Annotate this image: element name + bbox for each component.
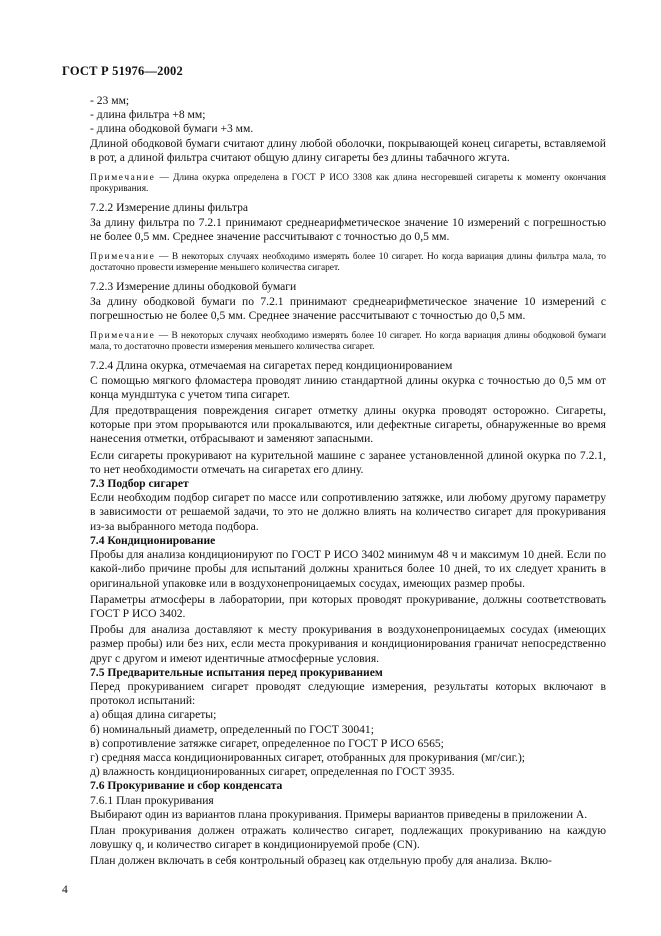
paragraph: За длину ободковой бумаги по 7.2.1 принимают среднеарифметическое значение 10 измерений с погрешностью не более 0,5 мм. Среднее значение рассчитывают с точностью до 0,5 мм. [90, 294, 606, 322]
paragraph: Пробы для анализа кондиционируют по ГОСТ Р ИСО 3402 минимум 48 ч и максимум 10 дней. Если по какой-либо причине пробы для испытаний должны храниться более 10 дней, то их следует хранить в оригинальной упаковке или в воздухонепроницаемых сосудах, имеющих размер пробы. [90, 548, 606, 590]
note-text: — В некоторых случаях необходимо измерять более 10 сигарет. Но когда вариация длины фильтра мала, то достаточно провести измерение меньшего количества сигарет. [90, 252, 606, 274]
document-body [90, 94, 606, 869]
paragraph: Перед прокуриванием сигарет проводят следующие измерения, результаты которых включают в протокол испытаний: [90, 679, 606, 708]
note-label: Примечание [90, 331, 156, 342]
paragraph: С помощью мягкого фломастера проводят линию стандартной длины окурка с точностью до 0,5 мм от конца мундштука с учетом типа сигарет. [90, 373, 606, 401]
note [90, 173, 606, 195]
note [90, 331, 606, 353]
list-item: в) сопротивление затяжке сигарет, определенное по ГОСТ Р ИСО 6565; [90, 736, 444, 750]
list-item: - 23 мм; [90, 94, 130, 107]
section-heading-7-6: 7.6 Прокуривание и сбор конденсата [90, 779, 283, 793]
length-list [90, 94, 606, 137]
paragraph: Длиной ободковой бумаги считают длину любой оболочки, покрывающей конец сигареты, вставляемой в рот, а длиной фильтра считают общую длину сигареты без длины табачного жгута. [90, 136, 606, 164]
paragraph: Если необходим подбор сигарет по массе или сопротивлению затяжке, или любому другому параметру в зависимости от решаемой задачи, то это не должно влиять на количество сигарет для прокуривания из-за выбранного метода подбора. [90, 491, 606, 533]
document-header: ГОСТ Р 51976—2002 [62, 64, 183, 78]
paragraph: За длину фильтра по 7.2.1 принимают среднеарифметическое значение 10 измерений с погрешностью не более 0,5 мм. Среднее значение рассчитывают с точностью до 0,5 мм. [90, 215, 606, 243]
note [90, 252, 606, 274]
paragraph: Пробы для анализа доставляют к месту прокуривания в воздухонепроницаемых сосудах (имеющих размер пробы) или без них, если места прокуривания и кондиционирования граничат непосредственно друг с другом и имеют идентичные атмосферные условия. [90, 623, 606, 665]
paragraph: Для предотвращения повреждения сигарет отметку длины окурка проводят осторожно. Сигареты, которые при этом прорываются или прокалываются, или дефектные сигареты, обнаруженные во время нанесения отметки, отбрасывают и заменяют запасными. [90, 404, 606, 446]
paragraph: Если сигареты прокуривают на курительной машине с заранее установленной длиной окурка по 7.2.1, то нет необходимости отмечать на сигаретах его длину. [90, 448, 606, 476]
note-label: Примечание [90, 252, 156, 263]
section-heading-7-5: 7.5 Предварительные испытания перед прокуриванием [90, 665, 383, 679]
section-heading-7-4: 7.4 Кондиционирование [90, 533, 216, 547]
list-item: а) общая длина сигареты; [90, 708, 217, 722]
page-number: 4 [62, 883, 68, 896]
note-text: — В некоторых случаях необходимо измерять более 10 сигарет. Но когда вариация длины ободковой бумаги мала, то достаточно провести измерения меньшего количества сигарет. [90, 331, 606, 353]
section-heading-7-6-1: 7.6.1 План прокуривания [90, 793, 214, 807]
list-item: б) номинальный диаметр, определенный по ГОСТ 30041; [90, 722, 374, 736]
paragraph: План должен включать в себя контрольный образец как отдельную пробу для анализа. Вклю- [90, 854, 552, 868]
note-text: — Длина окурка определена в ГОСТ Р ИСО 3308 как длина несгоревшей сигареты к моменту окончания прокуривания. [90, 173, 606, 195]
list-item: - длина ободковой бумаги +3 мм. [90, 122, 254, 136]
list-item: д) влажность кондиционированных сигарет, определенная по ГОСТ 3935. [90, 765, 455, 779]
section-heading-7-2-4: 7.2.4 Длина окурка, отмечаемая на сигаретах перед кондиционированием [90, 359, 453, 373]
list-item: - длина фильтра +8 мм; [90, 108, 206, 122]
paragraph: Параметры атмосферы в лаборатории, при которых проводят прокуривание, должны соответствовать ГОСТ Р ИСО 3402. [90, 592, 606, 620]
section-heading-7-3: 7.3 Подбор сигарет [90, 477, 189, 491]
measurement-list [90, 708, 606, 779]
note-label: Примечание [90, 173, 156, 184]
paragraph: Выбирают один из вариантов плана прокуривания. Примеры вариантов приведены в приложении А. [90, 807, 588, 821]
section-heading-7-2-3: 7.2.3 Измерение длины ободковой бумаги [90, 280, 297, 294]
section-heading-7-2-2: 7.2.2 Измерение длины фильтра [90, 201, 249, 215]
paragraph: План прокуривания должен отражать количество сигарет, подлежащих прокуриванию на каждую ловушку q, и количество сигарет в кондиционируемой пробе (CN). [90, 823, 606, 852]
list-item: г) средняя масса кондиционированных сигарет, отобранных для прокуривания (мг/сиг.); [90, 750, 526, 764]
